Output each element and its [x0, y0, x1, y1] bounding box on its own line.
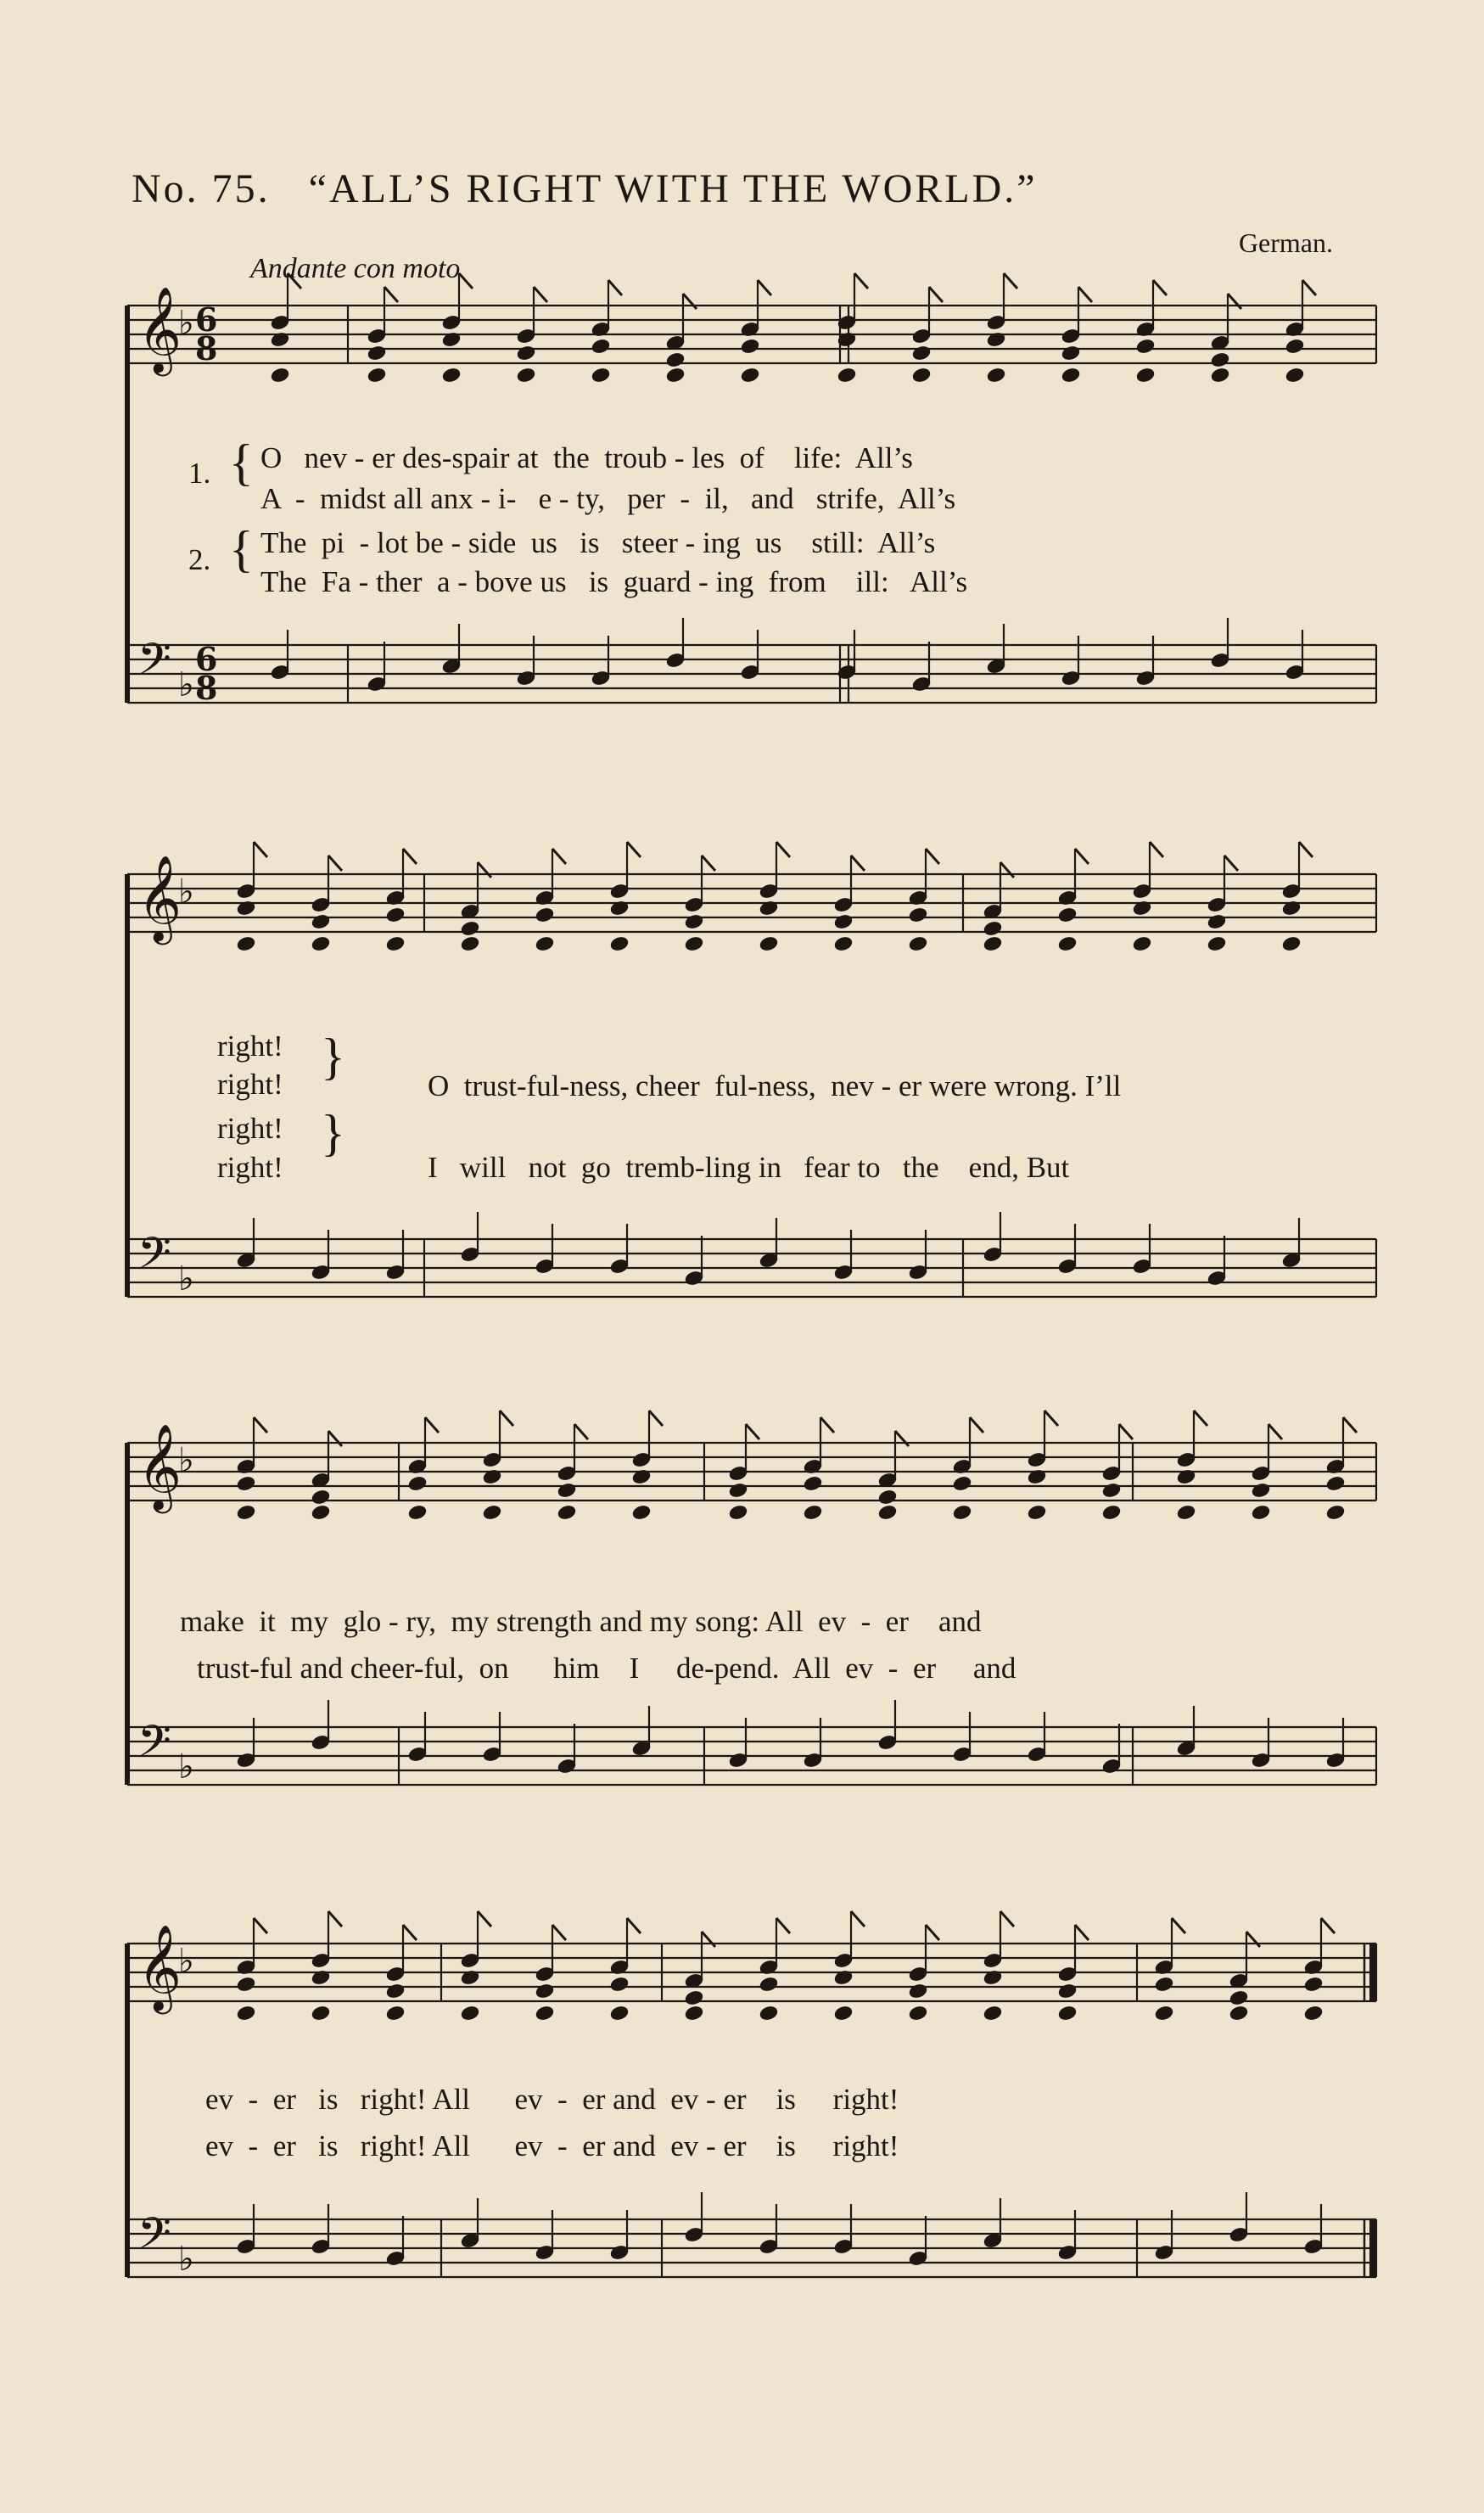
flat-icon: ♭: [178, 1441, 194, 1480]
notehead: [908, 1983, 928, 2000]
notehead: [385, 2005, 406, 2022]
notehead: [1229, 1989, 1249, 2006]
note-flag: [854, 273, 868, 289]
notehead: [877, 1504, 898, 1521]
note-flag: [574, 1424, 588, 1439]
notehead: [557, 1482, 577, 1499]
notehead: [236, 1504, 256, 1521]
notehead: [740, 367, 760, 384]
flat-icon: ♭: [178, 304, 194, 343]
flat-icon: ♭: [178, 872, 194, 912]
note-flag: [552, 849, 566, 864]
lyric-line: The pi - lot be - side us is steer - ing us still: All’s: [260, 526, 936, 559]
flat-icon: ♭: [178, 665, 194, 704]
verse-number-1: 1.: [188, 457, 211, 490]
lyric-line: right!: [217, 1112, 283, 1145]
note-flag: [1000, 862, 1014, 878]
note-flag: [288, 273, 301, 289]
note-flag: [776, 1918, 790, 1933]
note-flag: [1343, 1417, 1357, 1433]
note-flag: [1268, 1424, 1282, 1439]
lyric-line: O trust-ful-ness, cheer ful-ness, nev - er were wrong. I’ll: [428, 1069, 1122, 1102]
notehead: [833, 913, 854, 930]
notehead: [1101, 1482, 1122, 1499]
note-flag: [328, 1431, 342, 1446]
notehead: [1027, 1504, 1047, 1521]
notehead: [911, 367, 932, 384]
notehead: [535, 906, 555, 923]
notehead: [759, 935, 779, 952]
notehead: [609, 1976, 630, 1993]
notehead: [1176, 1504, 1196, 1521]
note-flag: [1321, 1918, 1335, 1933]
note-flag: [758, 280, 771, 295]
notehead: [367, 367, 387, 384]
notehead: [385, 906, 406, 923]
notehead: [983, 935, 1003, 952]
notehead: [631, 1504, 652, 1521]
lyric-line: right!: [217, 1029, 283, 1063]
flat-icon: ♭: [178, 2240, 194, 2279]
notehead: [460, 920, 480, 937]
notehead: [1057, 2005, 1078, 2022]
time-signature: 6: [195, 300, 218, 339]
note-flag: [1044, 1411, 1058, 1426]
notehead: [1303, 1976, 1324, 1993]
note-flag: [403, 849, 417, 864]
notehead: [986, 367, 1006, 384]
note-flag: [328, 1911, 342, 1927]
notehead: [1210, 367, 1230, 384]
lyric-line: O nev - er des-spair at the troub - les of life: All’s: [260, 441, 913, 474]
note-flag: [1078, 287, 1092, 302]
verse-brace: }: [321, 1105, 345, 1161]
note-flag: [851, 855, 865, 871]
notehead: [311, 935, 331, 952]
notehead: [837, 367, 857, 384]
time-signature: 8: [195, 669, 218, 707]
treble-clef-icon: 𝄞: [137, 1422, 182, 1510]
notehead: [665, 351, 686, 368]
notehead: [877, 1489, 898, 1506]
notehead: [759, 2005, 779, 2022]
notehead: [535, 2005, 555, 2022]
note-flag: [552, 1925, 566, 1940]
notehead: [609, 935, 630, 952]
note-flag: [929, 287, 943, 302]
note-flag: [776, 842, 790, 857]
notehead: [1303, 2005, 1324, 2022]
note-flag: [1194, 1411, 1207, 1426]
bass-clef-icon: 𝄢: [137, 1715, 171, 1777]
notehead: [1057, 935, 1078, 952]
notehead: [1154, 2005, 1174, 2022]
notehead: [1251, 1504, 1271, 1521]
notehead: [407, 1475, 428, 1492]
notehead: [728, 1504, 748, 1521]
hymn-number: No. 75.: [132, 166, 271, 211]
notehead: [983, 920, 1003, 937]
note-flag: [254, 1417, 267, 1433]
flat-icon: ♭: [178, 1747, 194, 1787]
verse-brace: {: [229, 521, 254, 577]
note-flag: [1150, 842, 1163, 857]
note-flag: [1228, 294, 1241, 309]
notehead: [1135, 338, 1156, 355]
notehead: [952, 1504, 972, 1521]
notehead: [1057, 906, 1078, 923]
verse-brace: }: [321, 1029, 345, 1085]
note-flag: [820, 1417, 834, 1433]
lyric-line: The Fa - ther a - bove us is guard - ing from ill: All’s: [260, 565, 968, 598]
lyric-line: A - midst all anx - i- e - ty, per - il, and strife, All’s: [260, 482, 956, 515]
notehead: [684, 913, 704, 930]
notehead: [684, 2005, 704, 2022]
lyric-line: ev - er is right! All ev - er and ev - er is right!: [205, 2083, 899, 2116]
notehead: [833, 2005, 854, 2022]
notehead: [1057, 1983, 1078, 2000]
notehead: [1325, 1475, 1346, 1492]
note-flag: [627, 1918, 641, 1933]
treble-clef-icon: 𝄞: [137, 285, 182, 373]
note-flag: [1075, 849, 1089, 864]
notehead: [952, 1475, 972, 1492]
notehead: [1251, 1482, 1271, 1499]
notehead: [535, 1983, 555, 2000]
note-flag: [1302, 280, 1316, 295]
notehead: [759, 1976, 779, 1993]
notehead: [803, 1504, 823, 1521]
lyric-line: I will not go tremb-ling in fear to the end, But: [428, 1151, 1070, 1184]
note-flag: [1075, 1925, 1089, 1940]
note-flag: [1246, 1932, 1260, 1947]
notehead: [1132, 935, 1152, 952]
notehead: [591, 338, 611, 355]
note-flag: [478, 1911, 491, 1927]
time-signature: 6: [195, 640, 218, 678]
time-signature: 8: [195, 329, 218, 367]
note-flag: [851, 1911, 865, 1927]
note-flag: [1119, 1424, 1133, 1439]
notehead: [270, 367, 290, 384]
notehead: [803, 1475, 823, 1492]
lyric-line: make it my glo - ry, my strength and my song: All ev - er and: [180, 1605, 982, 1638]
note-flag: [895, 1431, 909, 1446]
notehead: [236, 2005, 256, 2022]
notehead: [1135, 367, 1156, 384]
note-flag: [254, 1918, 267, 1933]
notehead: [665, 367, 686, 384]
note-flag: [1000, 1911, 1014, 1927]
lyric-line: ev - er is right! All ev - er and ev - er is right!: [205, 2129, 899, 2162]
flat-icon: ♭: [178, 1942, 194, 1981]
notehead: [1154, 1976, 1174, 1993]
notehead: [833, 935, 854, 952]
lyric-line: trust-ful and cheer-ful, on him I de-pend. All ev - er and: [197, 1652, 1016, 1685]
note-flag: [649, 1411, 663, 1426]
note-flag: [384, 287, 398, 302]
notehead: [908, 906, 928, 923]
note-flag: [702, 1932, 715, 1947]
notehead: [1285, 367, 1305, 384]
note-flag: [254, 842, 267, 857]
note-flag: [1299, 842, 1313, 857]
notehead: [609, 2005, 630, 2022]
notehead: [236, 1976, 256, 1993]
notehead: [1061, 345, 1081, 362]
notehead: [311, 913, 331, 930]
note-flag: [500, 1411, 513, 1426]
notehead: [516, 345, 536, 362]
notehead: [684, 935, 704, 952]
note-flag: [683, 294, 697, 309]
notehead: [460, 2005, 480, 2022]
notehead: [311, 1504, 331, 1521]
notehead: [535, 935, 555, 952]
note-flag: [534, 287, 547, 302]
bass-clef-icon: 𝄢: [137, 1227, 171, 1289]
verse-brace: {: [229, 435, 254, 491]
notehead: [908, 2005, 928, 2022]
note-flag: [746, 1424, 759, 1439]
notehead: [591, 367, 611, 384]
note-flag: [627, 842, 641, 857]
notehead: [236, 1475, 256, 1492]
verse-number-2: 2.: [188, 543, 211, 576]
notehead: [1229, 2005, 1249, 2022]
note-flag: [1172, 1918, 1185, 1933]
note-flag: [608, 280, 622, 295]
notehead: [385, 1983, 406, 2000]
notehead: [911, 345, 932, 362]
notehead: [385, 935, 406, 952]
note-flag: [926, 1925, 939, 1940]
note-flag: [926, 849, 939, 864]
hymn-name: “ALL’S RIGHT WITH THE WORLD.”: [308, 166, 1038, 211]
treble-clef-icon: 𝄞: [137, 1923, 182, 2011]
treble-clef-icon: 𝄞: [137, 854, 182, 941]
notehead: [1281, 935, 1302, 952]
notehead: [1325, 1504, 1346, 1521]
notehead: [908, 935, 928, 952]
notehead: [1210, 351, 1230, 368]
lyric-line: right!: [217, 1068, 283, 1101]
notehead: [236, 935, 256, 952]
notehead: [983, 2005, 1003, 2022]
notehead: [728, 1482, 748, 1499]
note-flag: [970, 1417, 983, 1433]
notehead: [407, 1504, 428, 1521]
note-flag: [425, 1417, 439, 1433]
notehead: [1285, 338, 1305, 355]
notehead: [557, 1504, 577, 1521]
notehead: [1061, 367, 1081, 384]
note-flag: [459, 273, 473, 289]
notehead: [482, 1504, 502, 1521]
composer-credit: German.: [1238, 227, 1333, 258]
notehead: [740, 338, 760, 355]
note-flag: [478, 862, 491, 878]
notehead: [516, 367, 536, 384]
notehead: [367, 345, 387, 362]
notehead: [441, 367, 462, 384]
notehead: [1207, 935, 1227, 952]
notehead: [311, 2005, 331, 2022]
note-flag: [1004, 273, 1017, 289]
notehead: [460, 935, 480, 952]
note-flag: [328, 855, 342, 871]
tempo-marking: Andante con moto: [250, 253, 461, 284]
note-flag: [1153, 280, 1167, 295]
lyric-line: right!: [217, 1151, 283, 1184]
notehead: [311, 1489, 331, 1506]
notehead: [1207, 913, 1227, 930]
note-flag: [702, 855, 715, 871]
flat-icon: ♭: [178, 1259, 194, 1299]
note-flag: [1224, 855, 1238, 871]
note-flag: [403, 1925, 417, 1940]
bass-clef-icon: 𝄢: [137, 633, 171, 695]
notehead: [684, 1989, 704, 2006]
notehead: [1101, 1504, 1122, 1521]
bass-clef-icon: 𝄢: [137, 2207, 171, 2269]
